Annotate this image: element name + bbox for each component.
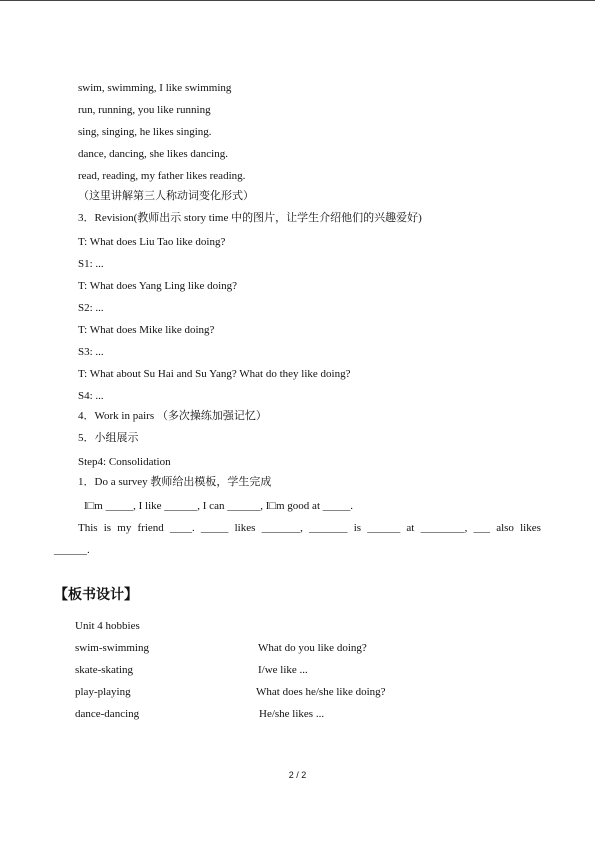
dialogue-line: T: What does Liu Tao like doing? bbox=[78, 236, 226, 248]
dialogue-line: S1: ... bbox=[78, 258, 104, 270]
board-right-item: What do you like doing? bbox=[258, 642, 367, 654]
text-line: read, reading, my father likes reading. bbox=[78, 170, 246, 182]
step-item: 3．Revision(教师出示 story time 中的图片，让学生介绍他们的兴趣爱好) bbox=[78, 212, 422, 224]
text-line: dance, dancing, she likes dancing. bbox=[78, 148, 228, 160]
friend-sentence bbox=[78, 521, 541, 535]
word: likes bbox=[234, 522, 256, 534]
dialogue-line: S3: ... bbox=[78, 346, 104, 358]
word: my bbox=[117, 522, 132, 534]
board-left-item: swim-swimming bbox=[75, 642, 149, 654]
board-left-item: skate-skating bbox=[75, 664, 134, 676]
word: _____ bbox=[200, 522, 229, 534]
word: ________, bbox=[420, 522, 468, 534]
dialogue-line: S4: ... bbox=[78, 390, 104, 402]
page-number: 2 / 2 bbox=[288, 770, 307, 780]
word: also bbox=[496, 522, 514, 534]
word: ____. bbox=[169, 522, 195, 534]
text-line: swim, swimming, I like swimming bbox=[78, 82, 232, 94]
dialogue-line: T: What does Yang Ling like doing? bbox=[78, 280, 238, 292]
board-right-item: What does he/she like doing? bbox=[256, 686, 386, 698]
word: at bbox=[406, 522, 415, 534]
step-heading: Step4: Consolidation bbox=[78, 456, 171, 468]
board-left-item: dance-dancing bbox=[75, 708, 140, 720]
dialogue-line: T: What does Mike like doing? bbox=[78, 324, 215, 336]
word: likes bbox=[520, 522, 541, 534]
dialogue-line: T: What about Su Hai and Su Yang? What do they like doing? bbox=[78, 368, 351, 380]
step-item: 1．Do a survey 教师给出模板，学生完成 bbox=[78, 476, 272, 488]
word: ______ bbox=[367, 522, 401, 534]
board-right-item: He/she likes ... bbox=[259, 708, 325, 720]
word: _______ bbox=[309, 522, 348, 534]
page-top-rule bbox=[0, 0, 595, 1]
template-line: I□m _____, I like ______, I can ______, I□m good at _____. bbox=[84, 500, 354, 512]
board-design-heading: 【板书设计】 bbox=[54, 587, 138, 603]
board-title: Unit 4 hobbies bbox=[75, 620, 140, 632]
word: friend bbox=[137, 522, 164, 534]
word: This bbox=[78, 522, 98, 534]
word: is bbox=[353, 522, 362, 534]
dialogue-line: S2: ... bbox=[78, 302, 104, 314]
board-left-item: play-playing bbox=[75, 686, 131, 698]
word: is bbox=[103, 522, 112, 534]
friend-sentence-continuation: ______. bbox=[54, 544, 90, 556]
text-line: sing, singing, he likes singing. bbox=[78, 126, 212, 138]
board-right-item: I/we like ... bbox=[258, 664, 308, 676]
step-item: 4．Work in pairs （多次操练加强记忆） bbox=[78, 410, 267, 422]
step-item: 5．小组展示 bbox=[78, 432, 139, 444]
text-line: run, running, you like running bbox=[78, 104, 211, 116]
word: ___ bbox=[473, 522, 490, 534]
word: _______, bbox=[261, 522, 303, 534]
note-line: （这里讲解第三人称动词变化形式） bbox=[78, 190, 254, 202]
